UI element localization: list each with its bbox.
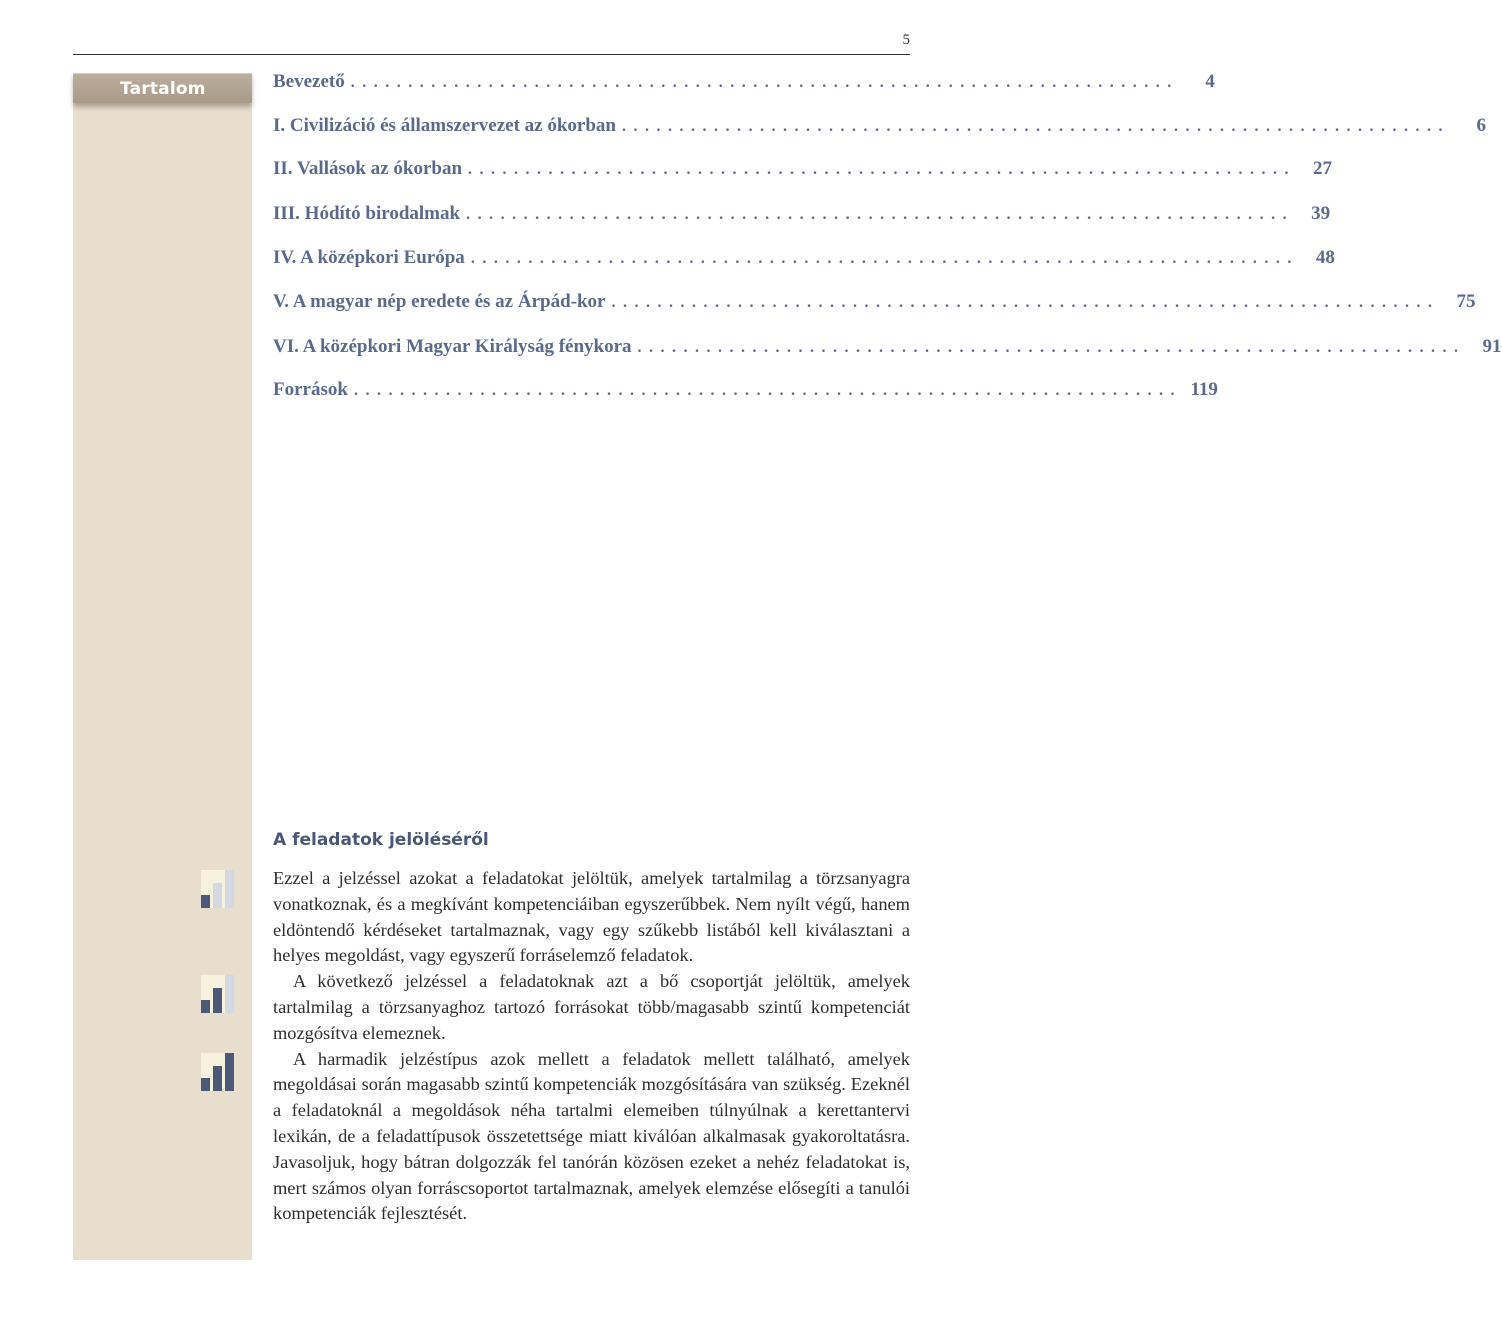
toc-entry-page: 27: [1313, 158, 1333, 179]
toc-entry-page: 119: [1190, 379, 1218, 400]
toc-entry-title: V. A magyar nép eredete és az Árpád-kor: [273, 291, 606, 312]
toc-entry[interactable]: [273, 336, 1502, 364]
toc-entry-title: Bevezető: [273, 71, 345, 92]
difficulty-level-2-icon: [201, 975, 234, 1013]
difficulty-bar-empty: [225, 870, 234, 908]
body-paragraph: Ezzel a jelzéssel azokat a feladatokat jelöltük, amelyek tartalmilag a törzsanyagra vonatkoznak, és a megkívánt kompetenciáiban egyszerűbbek. Nem nyílt végű, hanem eldöntendő kérdéseket tartalmaznak, vagy egy szűkebb listából kell kiválasztani a helyes megoldást, vagy egyszerű forráselemző feladatok.: [273, 868, 910, 966]
toc-entry-title: II. Vallások az ókorban: [273, 158, 463, 179]
header-rule: [73, 54, 910, 55]
toc-leader-dots: ........................................................................: [468, 161, 1297, 178]
section-heading: A feladatok jelöléséről: [273, 830, 489, 850]
difficulty-bar-empty: [225, 975, 234, 1013]
toc-entry-title: I. Civilizáció és államszervezet az ókorban: [273, 115, 616, 136]
toc-leader-dots: ........................................................................: [611, 294, 1440, 311]
body-paragraph: A harmadik jelzéstípus azok mellett a feladatok mellett található, amelyek megoldásai során magasabb szintű kompetenciák mozgósítására van szükség. Ezeknél a feladatoknál a megoldások néha tartalmi elemeiben túlnyúlnak a kerettantervi lexikán, de a feladattípusok összetettsége miatt kiválóan alkalmasak gyakoroltatásra. Javasoljuk, hogy bátran dolgozzák fel tanórán közösen ezeket a nehéz feladatokat is, mert számos olyan forráscsoportot tartalmaznak, amelyek elemzése elősegíti a tanulói kompetenciák fejlesztését.: [273, 1048, 910, 1224]
toc-entry[interactable]: [273, 247, 1335, 275]
difficulty-bar-filled: [225, 1053, 234, 1091]
toc-leader-dots: ........................................................................: [621, 118, 1450, 135]
toc-leader-dots: ........................................................................: [350, 74, 1179, 91]
toc-entry[interactable]: [273, 203, 1331, 231]
toc-entry-page: 91: [1482, 336, 1502, 357]
difficulty-bar-filled: [213, 988, 222, 1013]
toc-entry[interactable]: [273, 71, 1215, 99]
toc-entry-page: 75: [1456, 291, 1476, 312]
difficulty-bar-filled: [201, 1000, 210, 1013]
section-body: [273, 866, 910, 1227]
toc-entry-title: IV. A középkori Európa: [273, 247, 465, 268]
difficulty-level-1-icon: [201, 870, 234, 908]
toc-entry[interactable]: [273, 115, 1486, 143]
toc-entry[interactable]: [273, 379, 1218, 407]
toc-entry-page: 6: [1476, 115, 1486, 136]
toc-leader-dots: ........................................................................: [637, 339, 1466, 356]
toc-entry-page: 39: [1311, 203, 1331, 224]
difficulty-bar-filled: [201, 1078, 210, 1091]
toc-entry-page: 48: [1315, 247, 1335, 268]
difficulty-bar-empty: [213, 883, 222, 908]
toc-entry[interactable]: [273, 158, 1333, 186]
contents-tab: Tartalom: [73, 73, 252, 103]
toc-leader-dots: ........................................................................: [470, 250, 1299, 267]
difficulty-level-3-icon: [201, 1053, 234, 1091]
difficulty-bar-filled: [201, 895, 210, 908]
difficulty-bar-filled: [213, 1066, 222, 1091]
toc-entry-title: VI. A középkori Magyar Királyság fénykora: [273, 336, 632, 357]
toc-entry-page: 4: [1205, 71, 1215, 92]
toc-entry-title: III. Hódító birodalmak: [273, 203, 461, 224]
toc-leader-dots: ........................................................................: [466, 206, 1295, 223]
page-number: 5: [902, 32, 910, 48]
toc-leader-dots: ........................................................................: [353, 382, 1182, 399]
toc-entry[interactable]: [273, 291, 1476, 319]
toc-entry-title: Források: [273, 379, 348, 400]
body-paragraph: A következő jelzéssel a feladatoknak azt a bő csoportját jelöltük, amelyek tartalmilag a törzsanyaghoz tartozó forrásokat több/magasabb szintű kompetenciát mozgósítva elemeznek.: [273, 971, 910, 1043]
